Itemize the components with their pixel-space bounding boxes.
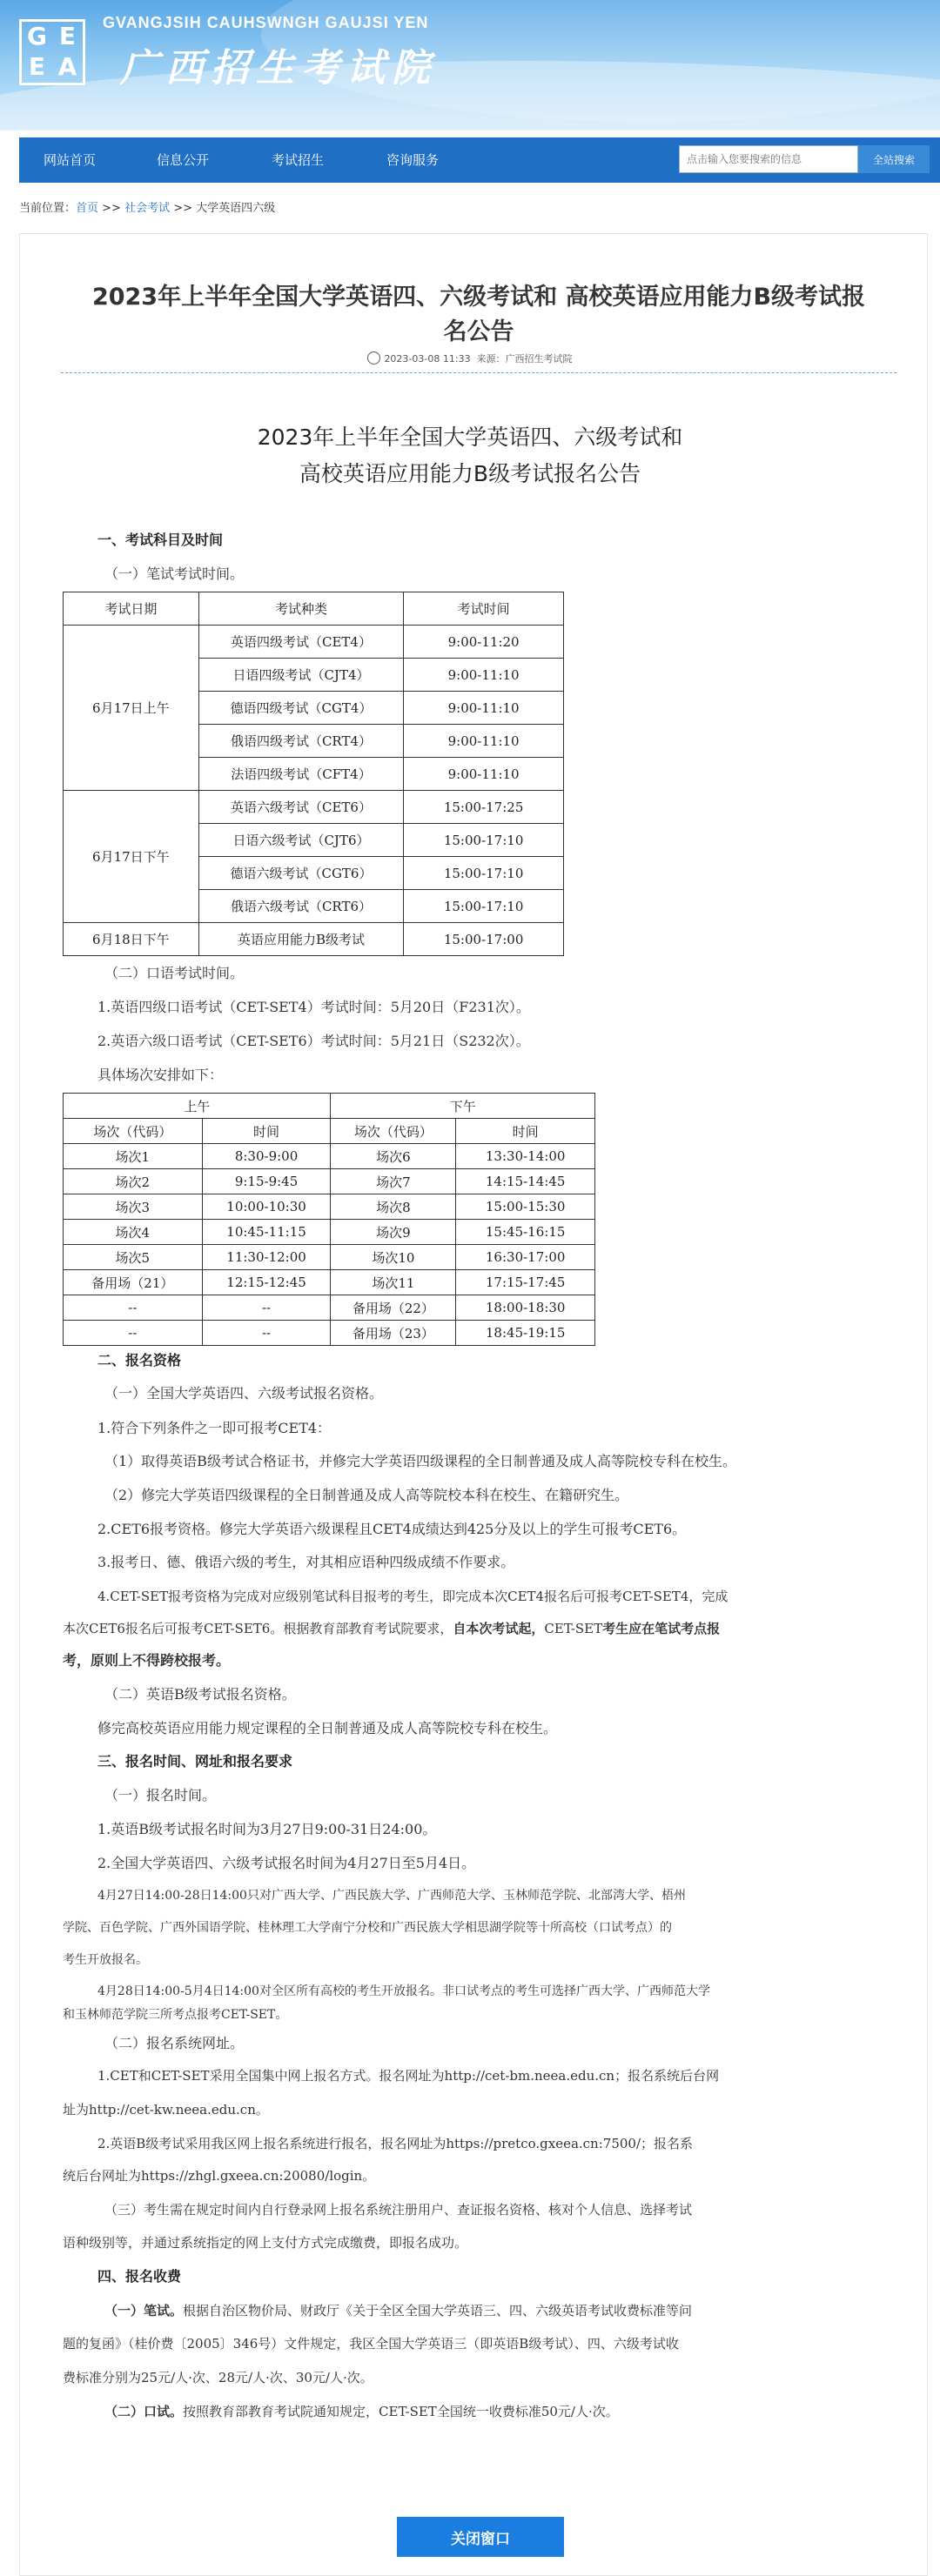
table-cell: 9:00-11:10 xyxy=(404,692,564,725)
table-cell: 12:15-12:45 xyxy=(202,1270,331,1295)
paragraph: （2）修完大学英语四级课程的全日制普通及成人高等院校本科在校生、在籍研究生。 xyxy=(104,1487,629,1503)
table-cell: 15:00-17:00 xyxy=(404,923,564,956)
site-name-cn: 广西招生考试院 xyxy=(120,46,437,90)
subsection-heading: （二）英语B级考试报名资格。 xyxy=(104,1686,296,1703)
paragraph: 2.全国大学英语四、六级考试报名时间为4月27日至5月4日。 xyxy=(97,1855,476,1871)
doc-title xyxy=(0,419,940,492)
breadcrumb-home-link[interactable]: 首页 xyxy=(76,202,99,215)
table-cell: 场次4 xyxy=(64,1220,203,1245)
table-cell: 18:00-18:30 xyxy=(456,1295,595,1321)
nav-item-info[interactable]: 信息公开 xyxy=(157,152,210,168)
subsection-heading: （一）报名时间。 xyxy=(104,1787,217,1803)
oral-exam-table xyxy=(63,1093,595,1346)
table-cell: 15:00-17:10 xyxy=(404,824,564,857)
table-cell-date: 6月17日下午 xyxy=(64,791,199,923)
table-cell: 英语应用能力B级考试 xyxy=(198,923,404,956)
paragraph: 1.英语B级考试报名时间为3月27日9:00-31日24:00。 xyxy=(97,1821,437,1837)
article-title xyxy=(61,280,896,350)
table-cell: 15:00-17:10 xyxy=(404,890,564,923)
nav-item-home[interactable]: 网站首页 xyxy=(44,152,97,168)
table-cell: 俄语四级考试（CRT4） xyxy=(198,725,404,758)
doc-title-line: 2023年上半年全国大学英语四、六级考试和 xyxy=(257,425,683,450)
paragraph: 学院、百色学院、广西外国语学院、桂林理工大学南宁分校和广西民族大学相思湖学院等十所高校（口试考点）的 xyxy=(63,1921,672,1935)
table-cell: 备用场（23） xyxy=(331,1321,456,1346)
breadcrumb-section-link[interactable]: 社会考试 xyxy=(124,202,171,215)
logo-letter: E xyxy=(28,52,46,81)
paragraph: 1.英语四级口语考试（CET-SET4）考试时间：5月20日（F231次）。 xyxy=(97,999,530,1015)
logo-letter: G xyxy=(27,22,47,50)
table-cell: 德语四级考试（CGT4） xyxy=(198,692,404,725)
table-cell: 场次10 xyxy=(331,1245,456,1270)
table-cell: 法语四级考试（CFT4） xyxy=(198,758,404,791)
paragraph: 2.英语B级考试采用我区网上报名系统进行报名，报名网址为https://pretco.gxeea.cn:7500/；报名系 xyxy=(97,2136,693,2151)
table-cell: 场次11 xyxy=(331,1270,456,1295)
table-cell: 英语四级考试（CET4） xyxy=(198,626,404,659)
table-header: 上午 xyxy=(64,1094,331,1119)
table-cell: 场次2 xyxy=(64,1169,203,1194)
paragraph: （1）取得英语B级考试合格证书，并修完大学英语四级课程的全日制普通及成人高等院校专科在校生。 xyxy=(104,1453,736,1469)
subsection-heading: （二）报名系统网址。 xyxy=(104,2035,245,2051)
paragraph: 和玉林师范学院三所考点报考CET-SET。 xyxy=(63,2008,288,2022)
table-cell: 场次1 xyxy=(64,1144,203,1169)
paragraph: 址为http://cet-kw.neea.edu.cn。 xyxy=(63,2102,269,2118)
site-name-en: GVANGJSIH CAUHSWNGH GAUJSI YEN xyxy=(103,14,429,31)
breadcrumb-separator: >> xyxy=(170,202,197,215)
bold-text: （一）笔试。 xyxy=(104,2303,184,2318)
site-logo[interactable] xyxy=(19,19,85,85)
table-header: 考试日期 xyxy=(64,592,199,626)
logo-letter: A xyxy=(57,52,77,81)
search-input[interactable] xyxy=(679,145,858,173)
section-heading: 三、报名时间、网址和报名要求 xyxy=(97,1753,293,1770)
section-heading: 二、报名资格 xyxy=(97,1352,182,1368)
table-cell: 场次3 xyxy=(64,1194,203,1220)
table-cell: 9:00-11:10 xyxy=(404,659,564,692)
table-cell: 15:00-15:30 xyxy=(456,1194,595,1220)
paragraph: 具体场次安排如下： xyxy=(97,1067,224,1083)
text-span: 根据自治区物价局、财政厅《关于全区全国大学英语三、四、六级英语考试收费标准等问 xyxy=(183,2303,693,2318)
logo-letter: E xyxy=(58,22,77,50)
paragraph: 4月28日14:00-5月4日14:00对全区所有高校的考生开放报名。非口试考点的考生可选择广西大学、广西师范大学 xyxy=(97,1984,710,1998)
article-source: 广西招生考试院 xyxy=(505,353,573,365)
table-cell: 15:45-16:15 xyxy=(456,1220,595,1245)
table-cell: 日语六级考试（CJT6） xyxy=(198,824,404,857)
subsection-heading: （二）口语考试时间。 xyxy=(104,965,245,981)
paragraph: 3.报考日、德、俄语六级的考生，对其相应语种四级成绩不作要求。 xyxy=(97,1554,515,1570)
table-cell: 11:30-12:00 xyxy=(202,1245,331,1270)
table-cell: 10:45-11:15 xyxy=(202,1220,331,1245)
table-cell: 18:45-19:15 xyxy=(456,1321,595,1346)
close-window-button[interactable]: 关闭窗口 xyxy=(397,2517,564,2557)
paragraph xyxy=(104,2402,619,2421)
site-banner xyxy=(0,0,940,130)
table-cell: 备用场（21） xyxy=(64,1270,203,1295)
text-span: CET-SET xyxy=(544,1621,603,1636)
section-heading: 一、考试科目及时间 xyxy=(97,532,224,548)
table-cell: -- xyxy=(202,1321,331,1346)
table-cell: 10:00-10:30 xyxy=(202,1194,331,1220)
table-cell: -- xyxy=(202,1295,331,1321)
table-cell: 15:00-17:25 xyxy=(404,791,564,824)
paragraph xyxy=(63,1619,720,1638)
table-cell-date: 6月18日下午 xyxy=(64,923,199,956)
paragraph: 题的复函》（桂价费〔2005〕346号）文件规定，我区全国大学英语三（即英语B级考试）、四、六级考试收 xyxy=(63,2336,679,2352)
table-cell: 15:00-17:10 xyxy=(404,857,564,890)
table-cell: 17:15-17:45 xyxy=(456,1270,595,1295)
table-cell: 场次6 xyxy=(331,1144,456,1169)
table-cell: 英语六级考试（CET6） xyxy=(198,791,404,824)
paragraph: 考生开放报名。 xyxy=(63,1953,148,1967)
bold-text: （二）口试。 xyxy=(104,2404,184,2419)
search-button[interactable]: 全站搜索 xyxy=(858,145,930,173)
paragraph: 2.CET6报考资格。修完大学英语六级课程且CET4成绩达到425分及以上的学生可报考CET6。 xyxy=(97,1521,687,1537)
table-header: 时间 xyxy=(202,1119,331,1144)
written-exam-table xyxy=(63,592,564,956)
nav-item-exams[interactable]: 考试招生 xyxy=(272,152,325,168)
table-cell: 9:00-11:10 xyxy=(404,758,564,791)
table-cell: -- xyxy=(64,1321,203,1346)
article-date: 2023-03-08 11:33 xyxy=(384,353,471,365)
doc-title-line: 高校英语应用能力B级考试报名公告 xyxy=(299,461,641,486)
bold-text: 考生应在笔试考点报 xyxy=(602,1621,721,1636)
table-cell: 场次5 xyxy=(64,1245,203,1270)
article-title-line: 2023年上半年全国大学英语四、六级考试和 高校英语应用能力B级考试报 xyxy=(91,284,866,311)
table-cell: 场次9 xyxy=(331,1220,456,1245)
paragraph: （三）考生需在规定时间内自行登录网上报名系统注册用户、查证报名资格、核对个人信息、选择考试 xyxy=(104,2202,693,2218)
breadcrumb-current: 大学英语四六级 xyxy=(196,202,276,215)
table-cell: 场次7 xyxy=(331,1169,456,1194)
table-cell: 8:30-9:00 xyxy=(202,1144,331,1169)
table-cell: 9:00-11:20 xyxy=(404,626,564,659)
source-label: 来源： xyxy=(476,353,506,365)
title-divider xyxy=(61,372,896,373)
table-header: 考试种类 xyxy=(198,592,404,626)
nav-item-consult[interactable]: 咨询服务 xyxy=(386,152,440,168)
paragraph: 4.CET-SET报考资格为完成对应级别笔试科目报考的考生，即完成本次CET4报名后可报考CET-SET4，完成 xyxy=(97,1589,728,1604)
paragraph: 2.英语六级口语考试（CET-SET6）考试时间：5月21日（S232次）。 xyxy=(97,1033,530,1049)
table-cell: 场次8 xyxy=(331,1194,456,1220)
table-cell: -- xyxy=(64,1295,203,1321)
clock-icon xyxy=(367,351,380,365)
table-header: 场次（代码） xyxy=(64,1119,203,1144)
article-panel xyxy=(19,233,928,2576)
table-cell-date: 6月17日上午 xyxy=(64,626,199,791)
paragraph xyxy=(104,2301,692,2320)
paragraph: 4月27日14:00-28日14:00只对广西大学、广西民族大学、广西师范大学、玉林师范学院、北部湾大学、梧州 xyxy=(97,1889,686,1903)
article-title-line: 名公告 xyxy=(443,318,514,345)
paragraph: 统后台网址为https://zhgl.gxeea.cn:20080/login。 xyxy=(63,2168,376,2184)
paragraph: 1.CET和CET-SET采用全国集中网上报名方式。报名网址为http://cet-bm.neea.edu.cn；报名系统后台网 xyxy=(97,2068,720,2084)
paragraph: 考，原则上不得跨校报考。 xyxy=(63,1652,231,1669)
breadcrumb-prefix: 当前位置： xyxy=(19,202,77,215)
bold-text: 自本次考试起， xyxy=(453,1621,545,1636)
text-span: 按照教育部教育考试院通知规定，CET-SET全国统一收费标准50元/人·次。 xyxy=(183,2404,619,2419)
table-cell: 9:15-9:45 xyxy=(202,1169,331,1194)
paragraph: 语种级别等，并通过系统指定的网上支付方式完成缴费，即报名成功。 xyxy=(63,2235,468,2251)
table-cell: 16:30-17:00 xyxy=(456,1245,595,1270)
text-span: 本次CET6报名后可报考CET-SET6。根据教育部教育考试院要求， xyxy=(63,1621,453,1636)
paragraph: 修完高校英语应用能力规定课程的全日制普通及成人高等院校专科在校生。 xyxy=(97,1720,558,1736)
table-header: 时间 xyxy=(456,1119,595,1144)
table-header: 考试时间 xyxy=(404,592,564,626)
section-heading: 四、报名收费 xyxy=(97,2268,182,2285)
table-cell: 日语四级考试（CJT4） xyxy=(198,659,404,692)
table-cell: 德语六级考试（CGT6） xyxy=(198,857,404,890)
table-cell: 俄语六级考试（CRT6） xyxy=(198,890,404,923)
article-meta xyxy=(0,351,940,365)
table-cell: 13:30-14:00 xyxy=(456,1144,595,1169)
table-cell: 14:15-14:45 xyxy=(456,1169,595,1194)
table-header: 场次（代码） xyxy=(331,1119,456,1144)
breadcrumb xyxy=(19,198,275,215)
subsection-heading: （一）笔试考试时间。 xyxy=(104,565,245,582)
paragraph: 1.符合下列条件之一即可报考CET4： xyxy=(97,1420,332,1436)
table-header: 下午 xyxy=(331,1094,595,1119)
subsection-heading: （一）全国大学英语四、六级考试报名资格。 xyxy=(104,1385,384,1402)
table-cell: 9:00-11:10 xyxy=(404,725,564,758)
breadcrumb-separator: >> xyxy=(98,202,125,215)
paragraph: 费标准分别为25元/人·次、28元/人·次、30元/人·次。 xyxy=(63,2370,373,2385)
table-cell: 备用场（22） xyxy=(331,1295,456,1321)
